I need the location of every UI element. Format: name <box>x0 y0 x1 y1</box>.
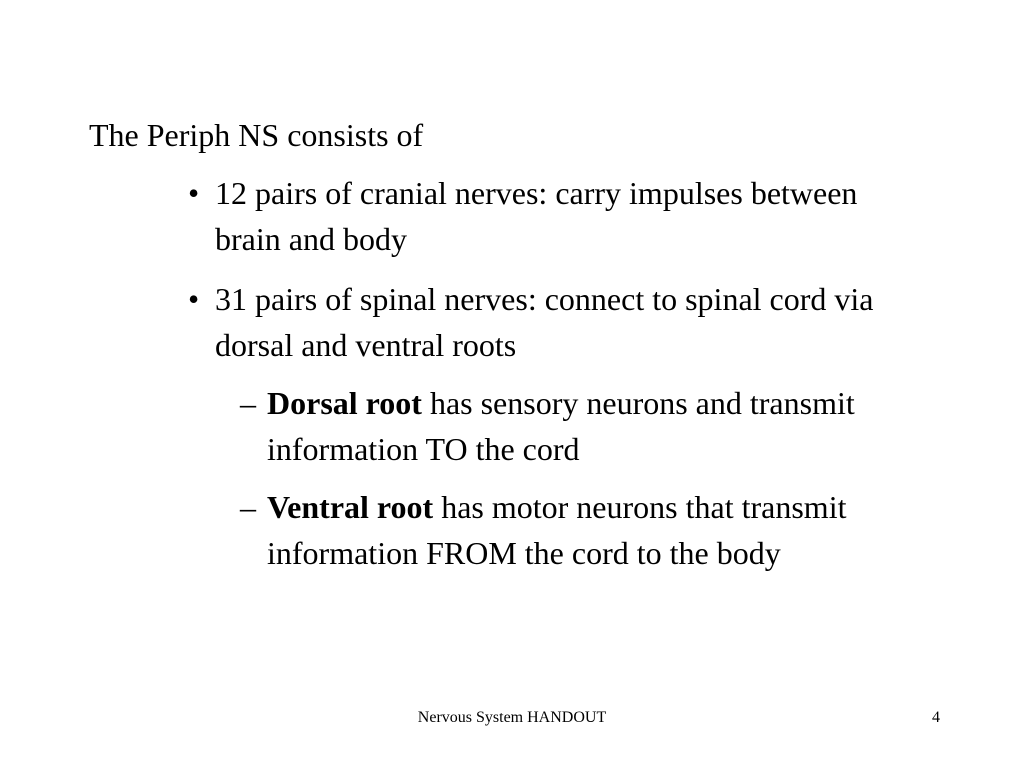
bullet-text: 12 pairs of cranial nerves: carry impulses between brain and body <box>215 175 858 257</box>
subitem-marker: – <box>240 385 256 421</box>
page-number: 4 <box>932 709 940 726</box>
subitem-marker: – <box>240 489 256 525</box>
slide-intro-text: The Periph NS consists of <box>89 117 424 153</box>
bullet-text: 31 pairs of spinal nerves: connect to spinal cord via dorsal and ventral roots <box>215 281 874 363</box>
footer-title: Nervous System HANDOUT <box>417 709 607 726</box>
bullet-marker: • <box>188 281 200 317</box>
subitem-dorsal-root <box>240 380 920 472</box>
bullet-marker: • <box>188 175 200 211</box>
subitem-description: has sensory neurons and transmit information TO the cord <box>267 385 855 467</box>
subitem-text <box>240 484 920 576</box>
subitem-text <box>240 380 920 472</box>
subitem-term: Ventral root <box>267 489 434 525</box>
subitem-ventral-root <box>240 484 920 576</box>
subitem-term: Dorsal root <box>267 385 422 421</box>
bullet-item-spinal-nerves <box>188 276 918 368</box>
bullet-item-cranial-nerves <box>188 170 918 262</box>
subitem-description: has motor neurons that transmit information FROM the cord to the body <box>267 489 847 571</box>
